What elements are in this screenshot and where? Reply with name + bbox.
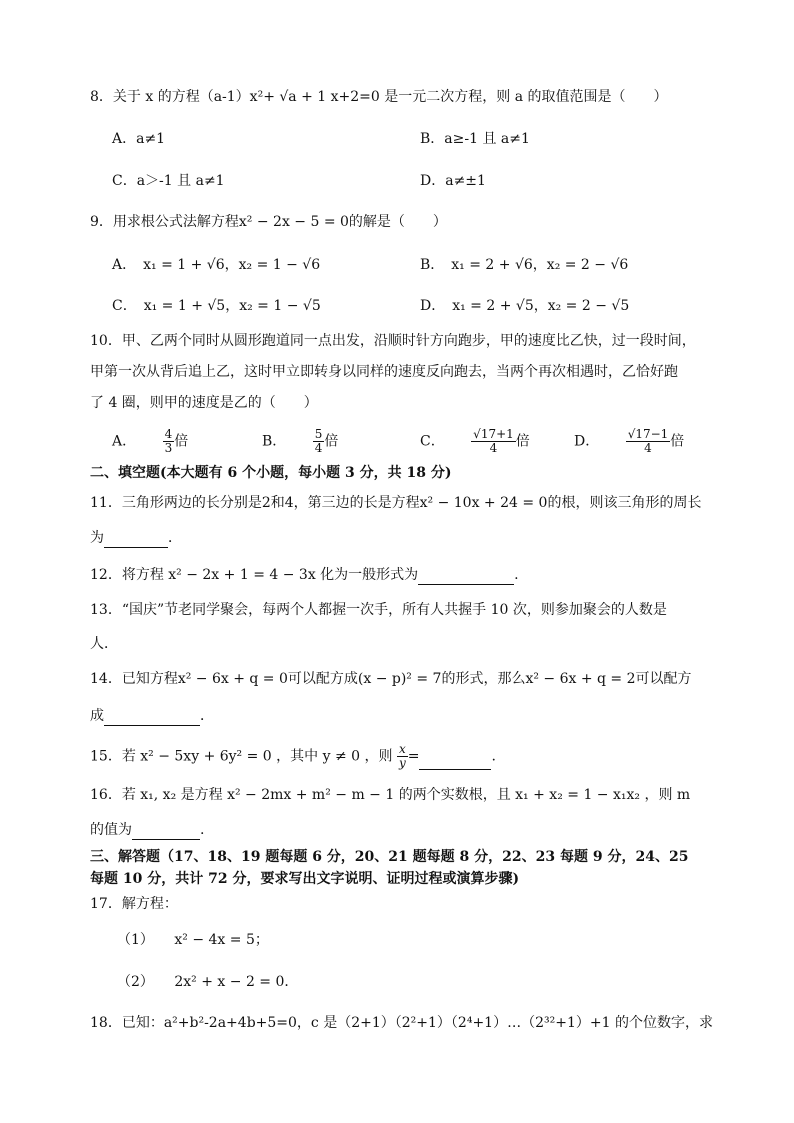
q14-prefix: 成 — [90, 708, 104, 724]
q11-prefix: 为 — [90, 530, 104, 546]
q10-option-d — [574, 428, 684, 455]
q17-part-1-equation: x² − 4x = 5； — [174, 932, 269, 948]
q15-answer-blank[interactable] — [419, 753, 491, 770]
q17-stem: 17．解方程： — [90, 896, 178, 912]
q14-line-1: 14．已知方程x² − 6x + q = 0可以配方成(x − p)² = 7的形式，那么x² − 6x + q = 2可以配方 — [90, 671, 692, 687]
q18-stem: 18．已知：a²+b²-2a+4b+5=0，c 是（2+1）（2²+1）（2⁴+1）…（2³²+1）+1 的个位数字，求 — [90, 1015, 713, 1031]
q11-line-2 — [90, 528, 182, 548]
q17-part-2-equation: 2x² + x − 2 = 0． — [174, 974, 299, 990]
q9-stem: 9．用求根公式法解方程x² − 2x − 5 = 0的解是（ ） — [90, 214, 447, 230]
q9-option-b: B． x₁ = 2 + √6，x₂ = 2 − √6 — [420, 257, 629, 273]
q10-option-b-label: B． — [262, 433, 287, 450]
q8-option-c: C．a＞-1 且 a≠1 — [112, 173, 225, 189]
q10-a-denominator: 3 — [164, 441, 173, 455]
q11-suffix: ． — [168, 530, 182, 546]
q10-option-c-label: C． — [420, 433, 445, 450]
q17-part-2 — [117, 972, 298, 992]
q12-suffix: . — [514, 567, 519, 583]
q10-line-1: 10．甲、乙两个同时从圆形跑道同一点出发，沿顺时针方向跑步，甲的速度比乙快，过一段时间， — [90, 333, 696, 349]
q13-line-2: 人． — [90, 636, 118, 652]
q10-c-denominator: 4 — [489, 441, 498, 455]
q16-answer-blank[interactable] — [132, 823, 200, 840]
q12-prefix: 12．将方程 x² − 2x + 1 = 4 − 3x 化为一般形式为 — [90, 567, 419, 583]
q15-line — [90, 743, 496, 770]
q15-equals: = — [407, 748, 420, 765]
q10-option-b-fraction — [313, 428, 325, 455]
q17-part-1 — [117, 930, 269, 950]
q10-option-b — [262, 428, 338, 455]
q10-a-unit: 倍 — [174, 433, 189, 450]
q15-numerator: x — [398, 742, 406, 756]
q10-line-2: 甲第一次从背后追上乙，这时甲立即转身以同样的速度反向跑去，当两个再次相遇时，乙恰好跑 — [90, 364, 678, 380]
section-2-heading: 二、填空题(本大题有 6 个小题，每小题 3 分，共 18 分) — [90, 465, 452, 481]
q16-suffix: . — [200, 822, 205, 838]
q10-c-unit: 倍 — [515, 433, 530, 450]
q8-stem: 8．关于 x 的方程（a-1）x²+ √a + 1 x+2=0 是一元二次方程，则 a 的取值范围是（ ） — [90, 89, 668, 105]
q14-answer-blank[interactable] — [104, 709, 200, 726]
q8-option-d: D．a≠±1 — [420, 173, 486, 189]
q10-a-numerator: 4 — [164, 427, 173, 441]
q15-fraction — [397, 743, 408, 770]
q14-line-2 — [90, 706, 214, 726]
q17-part-2-label: （2） — [117, 974, 154, 990]
q8-option-b: B．a≥-1 且 a≠1 — [420, 131, 530, 147]
q11-line-1: 11．三角形两边的长分别是2和4，第三边的长是方程x² − 10x + 24 = 0的根，则该三角形的周长 — [90, 495, 702, 511]
q10-d-unit: 倍 — [670, 433, 685, 450]
section-3-heading-line-1: 三、解答题（17、18、19 题每题 6 分，20、21 题每题 8 分，22、23 每题 9 分，24、25 — [90, 849, 689, 865]
q10-b-unit: 倍 — [324, 433, 339, 450]
q10-b-denominator: 4 — [314, 441, 323, 455]
q9-option-d: D． x₁ = 2 + √5，x₂ = 2 − √5 — [420, 298, 630, 314]
q8-option-a: A．a≠1 — [112, 131, 166, 147]
q16-line-1: 16．若 x₁, x₂ 是方程 x² − 2mx + m² − m − 1 的两个实数根，且 x₁ + x₂ = 1 − x₁x₂ ，则 m — [90, 787, 691, 803]
q10-d-denominator: 4 — [644, 441, 652, 455]
section-3-heading-line-2: 每题 10 分，共计 72 分，要求写出文字说明、证明过程或演算步骤) — [90, 871, 520, 887]
q10-option-a-label: A． — [112, 433, 137, 450]
q10-line-3: 了 4 圈，则甲的速度是乙的（ ） — [90, 395, 318, 411]
q9-option-c: C． x₁ = 1 + √5，x₂ = 1 − √5 — [112, 298, 321, 314]
q10-option-c-fraction — [471, 428, 516, 455]
q17-part-1-label: （1） — [117, 932, 154, 948]
q11-answer-blank[interactable] — [104, 531, 168, 548]
q16-prefix: 的值为 — [90, 822, 132, 838]
q10-option-d-fraction — [626, 428, 671, 455]
q14-suffix: ． — [200, 708, 214, 724]
q15-prefix: 15．若 x² − 5xy + 6y² = 0 ，其中 y ≠ 0 ，则 — [90, 748, 393, 765]
q15-denominator: y — [398, 756, 406, 770]
q10-option-d-label: D． — [574, 433, 600, 450]
q13-line-1: 13．“国庆”节老同学聚会，每两个人都握一次手，所有人共握手 10 次，则参加聚会的人数是 — [90, 602, 667, 618]
q12-line — [90, 565, 519, 585]
q9-option-a: A． x₁ = 1 + √6，x₂ = 1 − √6 — [112, 257, 321, 273]
q10-option-a-fraction — [163, 428, 175, 455]
q10-b-numerator: 5 — [314, 427, 323, 441]
q10-d-numerator: √17−1 — [627, 427, 669, 441]
q12-answer-blank[interactable] — [418, 568, 514, 585]
q10-option-c — [420, 428, 530, 455]
q10-option-a — [112, 428, 188, 455]
q15-suffix: . — [491, 748, 496, 765]
q16-line-2 — [90, 820, 204, 840]
q10-c-numerator: √17+1 — [473, 427, 514, 441]
